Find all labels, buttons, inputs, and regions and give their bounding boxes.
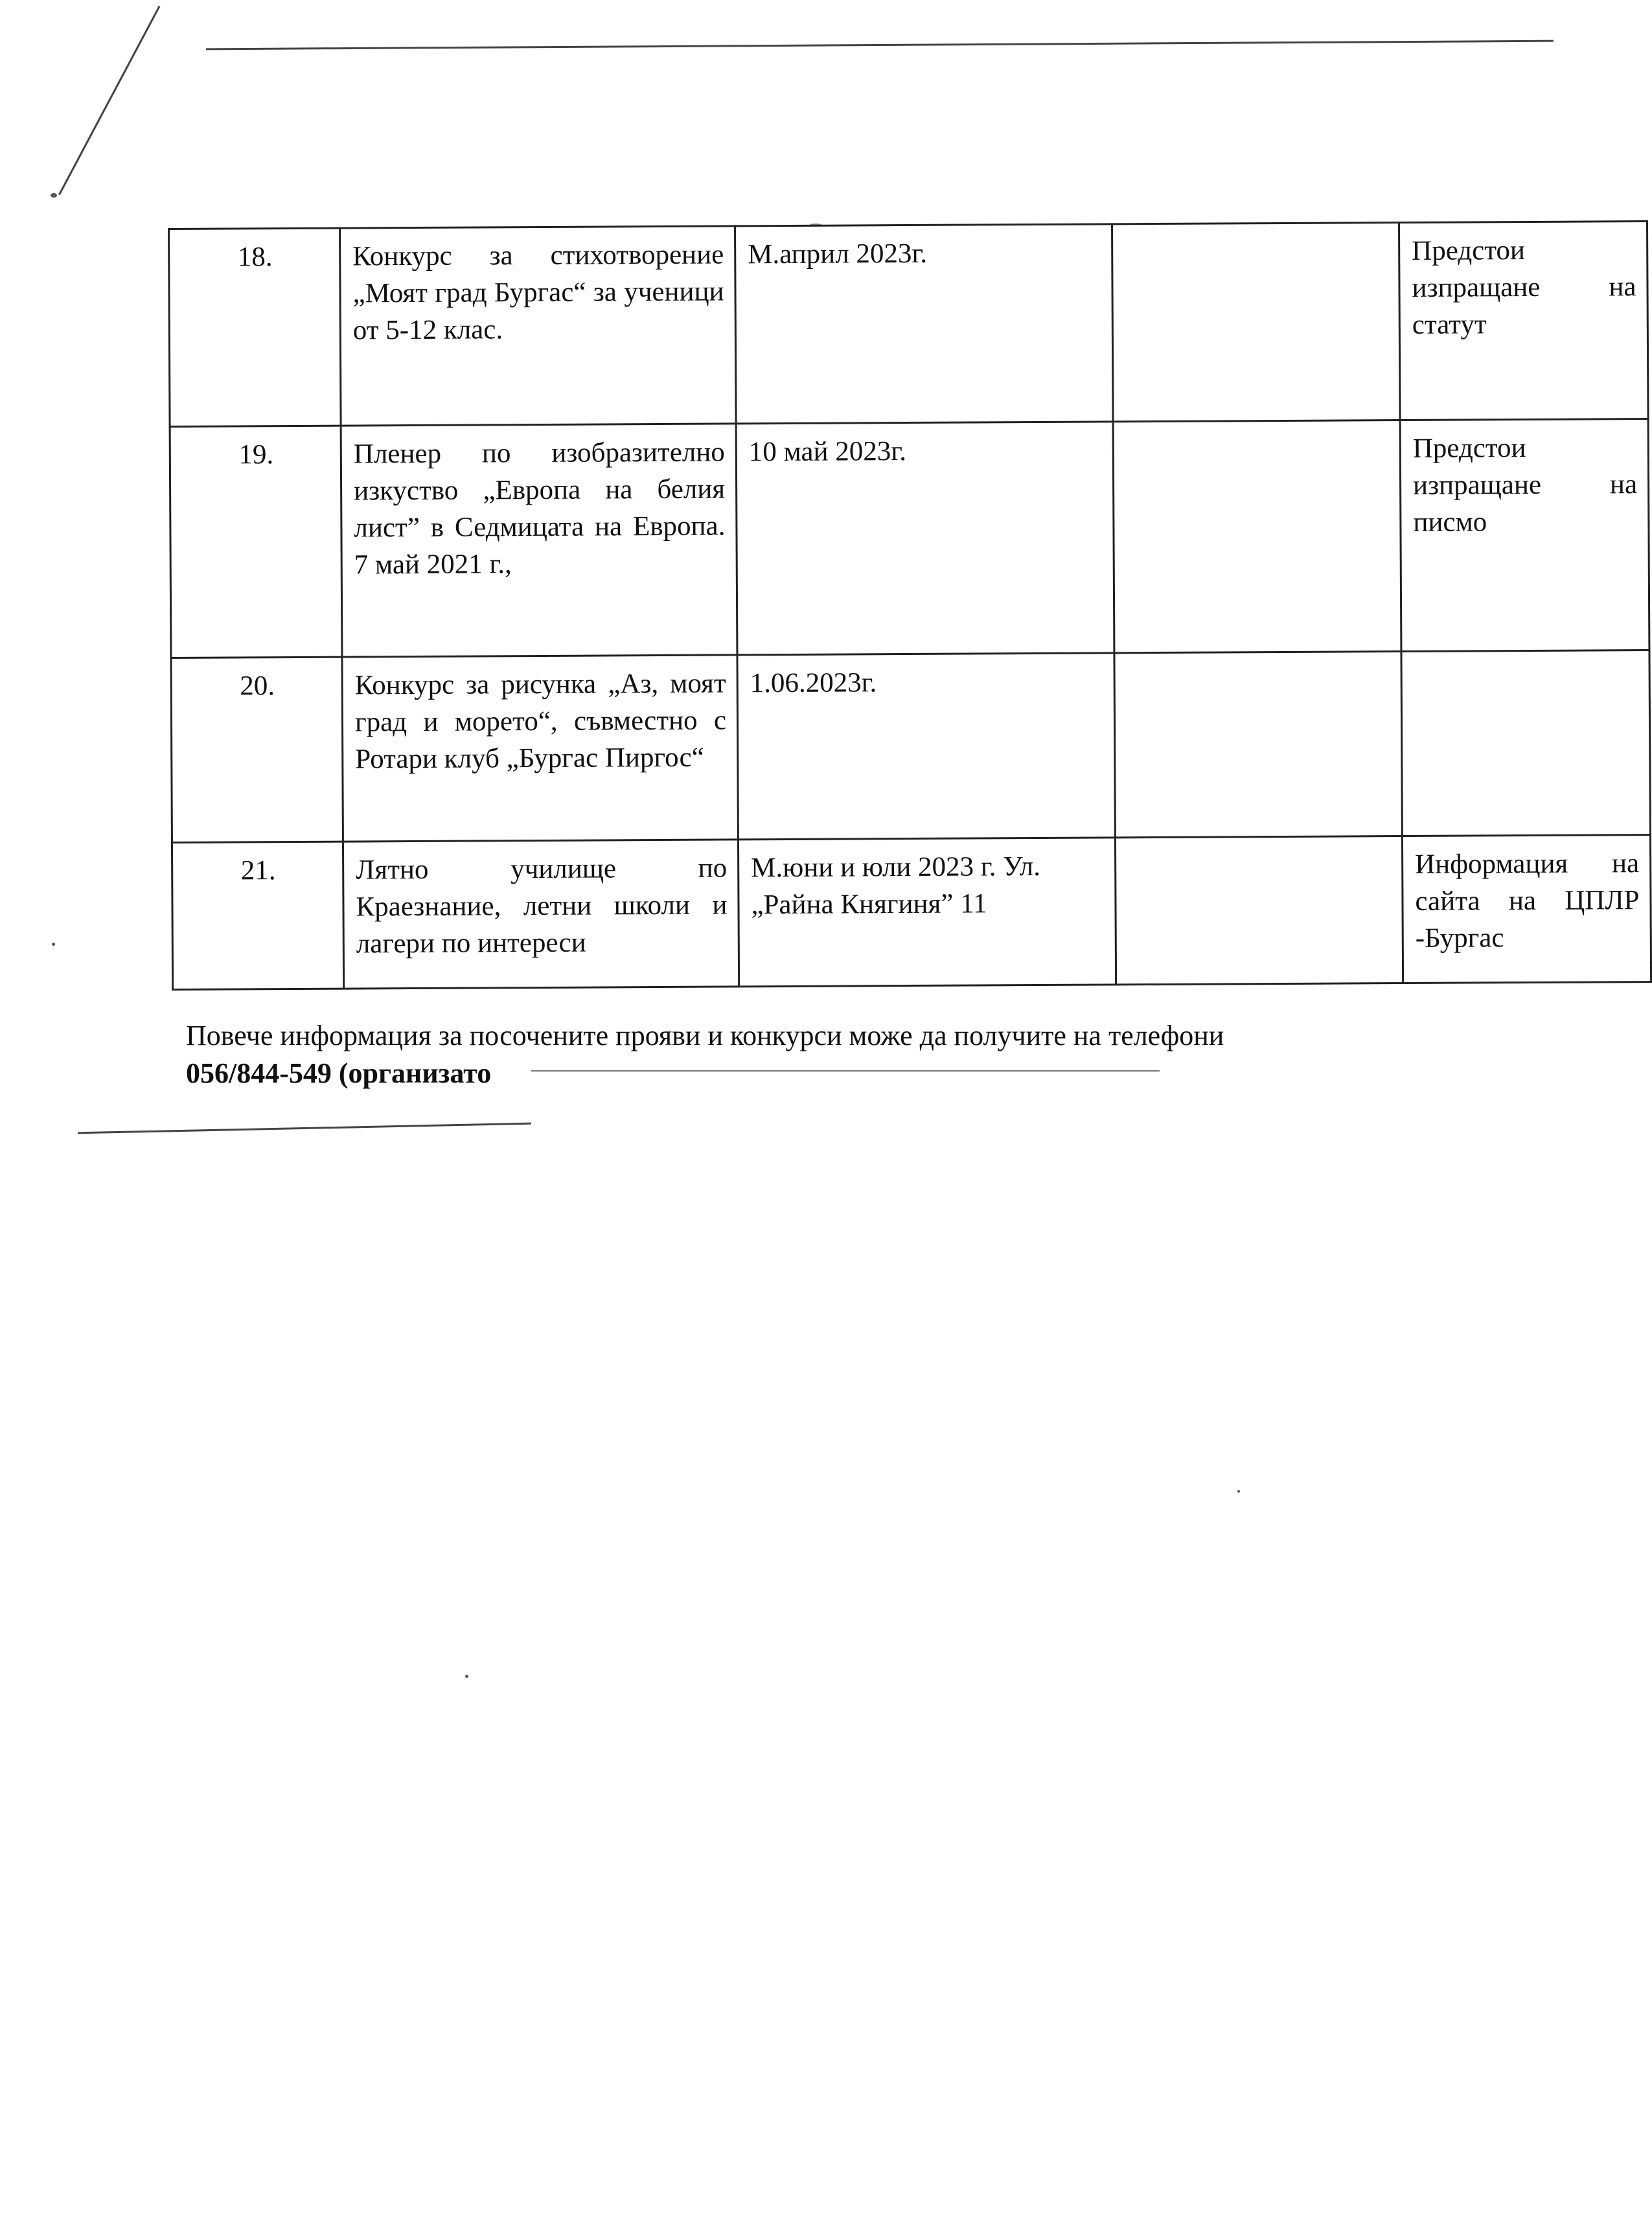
event-name: Конкурс за стихотворение „Моят град Бургас“ за ученици от 5-12 клас. xyxy=(340,226,737,426)
event-status: Информация на сайта на ЦПЛР -Бургас xyxy=(1402,835,1651,983)
row-number: 18. xyxy=(169,228,341,426)
speck xyxy=(52,943,55,946)
event-place xyxy=(1114,652,1402,838)
table-row xyxy=(169,222,1649,427)
event-name: Лятно училище по Краезнание, летни школи и лагери по интереси xyxy=(343,840,739,989)
row-number: 19. xyxy=(170,426,342,658)
event-name: Пленер по изобразително изкуство „Европа на белия лист” в Седмицата на Европа. 7 май 2021 г., xyxy=(341,424,737,657)
row-number: 21. xyxy=(172,842,343,989)
scan-edge-bottom xyxy=(78,1123,531,1134)
event-date: 10 май 2023г. xyxy=(736,422,1114,655)
speck xyxy=(465,1675,468,1678)
contact-phone: 056/844-549 (организато xyxy=(186,1057,492,1089)
event-status xyxy=(1401,650,1650,836)
event-place xyxy=(1112,223,1400,422)
event-status: Предстои изпращане на писмо xyxy=(1400,419,1649,652)
event-date: М.юни и юли 2023 г. Ул. „Райна Княгиня” 11 xyxy=(738,838,1116,987)
event-place xyxy=(1115,836,1403,985)
table-row xyxy=(172,835,1651,990)
events-table xyxy=(168,220,1652,991)
scan-edge-top xyxy=(206,40,1554,51)
event-place xyxy=(1113,420,1401,653)
row-number: 20. xyxy=(171,657,343,842)
speck xyxy=(1237,1490,1240,1493)
scan-edge-left xyxy=(58,6,161,196)
contact-note-text: Повече информация за посочените прояви и конкурси може да получите на телефони xyxy=(186,1020,1224,1051)
event-date: М.април 2023г. xyxy=(735,224,1113,424)
table-row xyxy=(170,419,1649,658)
contact-note xyxy=(186,1017,1546,1092)
event-date: 1.06.2023г. xyxy=(737,653,1115,840)
table-row xyxy=(171,650,1650,843)
speck xyxy=(51,193,57,198)
event-status: Предстои изпращане на статут xyxy=(1399,222,1648,420)
event-name: Конкурс за рисунка „Аз, моят град и морето“, съвместно с Ротари клуб „Бургас Пиргос“ xyxy=(342,655,738,842)
